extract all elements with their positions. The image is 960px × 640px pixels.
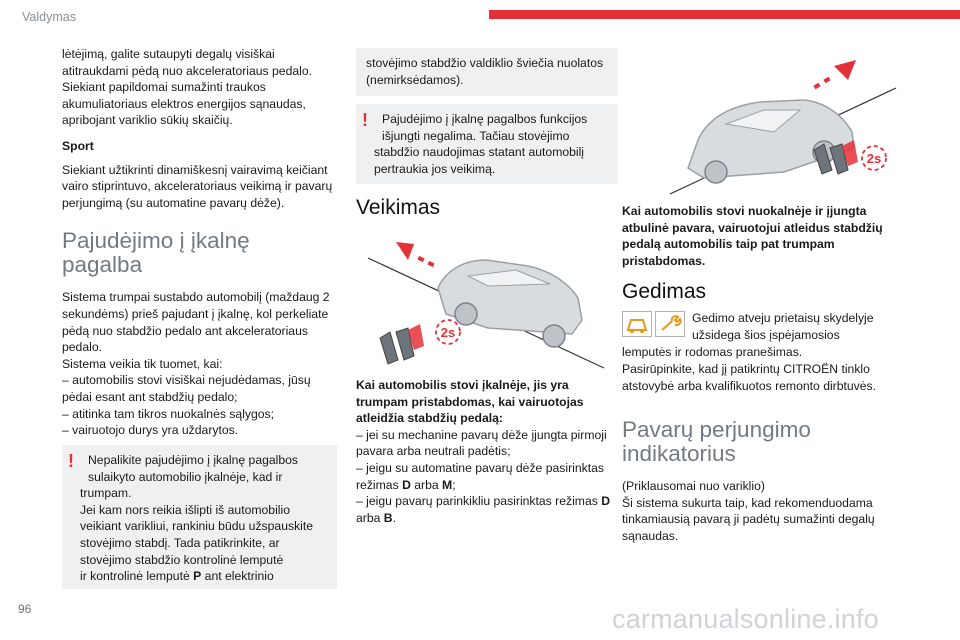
warning-box	[62, 445, 337, 589]
warning-line: Pajudėjimo į įkalnę pagalbos funkcijos	[382, 112, 588, 126]
warning-line: stovėjimo stabdžio kontrolinė lemputė	[80, 552, 284, 567]
condition-item: – vairuotojo durys yra uždarytos.	[62, 423, 239, 438]
warning-line: trumpam.	[80, 486, 132, 501]
condition-item: – automobilis stovi visiškai nejudėdamas, jūsų pėdai esant ant stabdžių pedalo;	[62, 373, 311, 404]
header-accent-bar	[489, 10, 960, 19]
service-wrench-icon	[655, 311, 685, 337]
warning-line: Nepalikite pajudėjimo į įkalnę pagalbos	[88, 453, 299, 467]
warning-line: ir kontrolinė lemputė P ant elektrinio	[80, 569, 274, 584]
operation-heading: Veikimas	[356, 196, 441, 219]
fault-heading: Gedimas	[622, 280, 707, 304]
uphill-car-illustration	[368, 236, 608, 372]
gear-indicator-heading: Pavarų perjungimo indikatorius	[622, 417, 811, 467]
condition-item: – jei su mechanine pavarų dėže įjungta pirmoji pavara arba neutrali padėtis;	[356, 427, 607, 459]
timer-badge-label: 2s	[866, 151, 882, 166]
downhill-caption: Kai automobilis stovi nuokalnėje ir įjungta atbulinė pavara, vairuotojui atleidus stabdžių pedalą automobilis taip pat trumpam pristabdomas.	[622, 204, 883, 268]
car-wheel-icon	[455, 303, 477, 325]
warning-line: išjungti negalima. Tačiau stovėjimo	[382, 128, 570, 143]
warning-line: stabdžio naudojimas statant automobilį	[374, 145, 585, 160]
fault-line: Gedimo atveju prietaisų skydelyje	[692, 311, 874, 326]
sport-paragraph: Siekiant užtikrinti dinamiškesnį vairavimą keičiant vairo stiprintuvo, akceleratoriaus veikimą ir pavarų perjungimą (su automatine pavarų dėže).	[62, 162, 333, 210]
column-2-caption	[356, 377, 621, 526]
intro-paragraph: lėtėjimą, galite sutaupyti degalų visiškai atitraukdami pėdą nuo akceleratoriaus pedalo. Siekiant papildomai sumažinti traukos akumuliatoriaus elektros energijos sąnaudas, apribojant variklio sūkių skaičių.	[62, 47, 313, 128]
car-wheel-icon	[543, 325, 565, 347]
car-wheel-icon	[705, 161, 727, 183]
downhill-car-illustration	[664, 52, 900, 198]
warning-line: stovėjimo stabdį. Tada patikrinkite, ar	[80, 535, 280, 550]
column-3	[622, 203, 902, 545]
direction-arrow-icon	[396, 242, 435, 267]
warning-box	[356, 104, 618, 184]
warning-icon: !	[68, 451, 74, 471]
continued-line: stovėjimo stabdžio valdiklio šviečia nuolatos	[366, 56, 604, 70]
uphill-caption: Kai automobilis stovi įkalnėje, jis yra trumpam pristabdomas, kai vairuotojas atleidžia stabdžių pedalą:	[356, 378, 584, 426]
warning-line: Jei kam nors reikia išlipti iš automobilio	[80, 502, 290, 517]
gear-paragraph: (Priklausomai nuo variklio)	[622, 479, 765, 494]
sport-title: Sport	[62, 138, 94, 153]
fault-line: lemputės ir rodomas pranešimas.	[622, 345, 803, 360]
hill-assist-warning-icon	[622, 311, 652, 337]
watermark: carmanualsonline.info	[612, 604, 879, 634]
page-number: 96	[18, 602, 32, 616]
gear-paragraph: Ši sistema sukurta taip, kad rekomenduodama tinkamiausią pavarą ji padėtų sumažinti degalų sąnaudas.	[622, 495, 875, 543]
condition-item: – jeigu pavarų parinkikliu pasirinktas režimas D arba B.	[356, 494, 611, 525]
continued-line: (nemirksėdamos).	[366, 72, 464, 87]
condition-item: – jeigu su automatine pavarų dėže pasirinktas režimas D arba M;	[356, 460, 604, 492]
warning-line: sulaikyto automobilio įkalnėje, kad ir	[88, 469, 283, 484]
hill-assist-heading: Pajudėjimo į įkalnę pagalba	[62, 228, 250, 278]
column-1	[62, 46, 337, 439]
pedals-icon	[380, 324, 424, 364]
fault-block	[622, 311, 902, 344]
continued-box	[356, 48, 618, 96]
hill-assist-paragraph: Sistema trumpai sustabdo automobilį (maždaug 2 sekundėms) prieš pajudant į įkalnę, kol perkeliate pėdą nuo stabdžio pedalo ant akceleratoriaus pedalo.	[62, 290, 330, 355]
fault-line: užsidega šios įspėjamosios	[692, 328, 840, 343]
direction-arrow-icon	[813, 60, 856, 89]
timer-badge-label: 2s	[440, 325, 456, 340]
section-title: Valdymas	[22, 10, 76, 24]
conditions-intro: Sistema veikia tik tuomet, kai:	[62, 356, 223, 371]
warning-icon: !	[362, 110, 368, 130]
condition-item: – atitinka tam tikros nuokalnės sąlygos;	[62, 406, 275, 421]
warning-line: pertraukia jos veikimą.	[374, 161, 496, 176]
warning-line: veikiant varikliui, rankiniu būdu užspauskite	[80, 519, 314, 534]
fault-paragraph: Pasirūpinkite, kad jį patikrintų CITROËN tinklo atstovybė arba kvalifikuotos remonto dirbtuvės.	[622, 361, 877, 393]
